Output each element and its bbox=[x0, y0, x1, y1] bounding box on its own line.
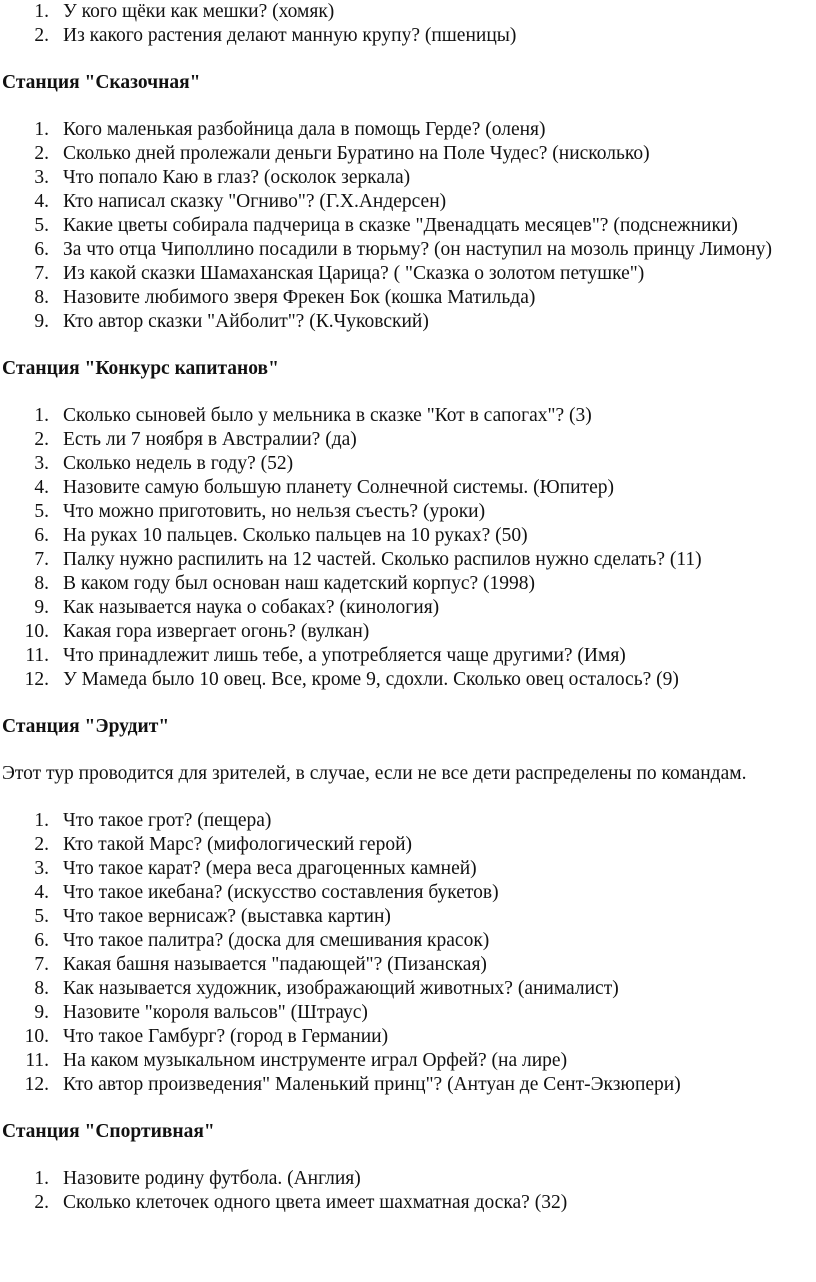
list-item bbox=[0, 452, 816, 476]
item-number: 4. bbox=[34, 477, 49, 498]
item-number: 12. bbox=[24, 1074, 49, 1095]
list-item bbox=[0, 238, 816, 262]
list-item bbox=[0, 548, 816, 572]
item-text: Сколько клеточек одного цвета имеет шахматная доска? (32) bbox=[63, 1192, 568, 1213]
list-item bbox=[0, 262, 816, 286]
item-text: Из какого растения делают манную крупу? (пшеницы) bbox=[63, 25, 517, 46]
item-number: 8. bbox=[34, 573, 49, 594]
section-title-sportivnaya: Станция "Спортивная" bbox=[2, 1121, 215, 1142]
list-item bbox=[0, 857, 816, 881]
list-item bbox=[0, 644, 816, 668]
list-item bbox=[0, 0, 816, 24]
item-number: 1. bbox=[34, 119, 49, 140]
list-item bbox=[0, 404, 816, 428]
list-item bbox=[0, 668, 816, 692]
section-note: Этот тур проводится для зрителей, в случае, если не все дети распределены по командам. bbox=[2, 763, 747, 784]
section-title-erudit: Станция "Эрудит" bbox=[2, 716, 170, 737]
list-item bbox=[0, 881, 816, 905]
item-text: У Мамеда было 10 овец. Все, кроме 9, сдохли. Сколько овец осталось? (9) bbox=[63, 669, 679, 690]
list-item bbox=[0, 428, 816, 452]
list-item bbox=[0, 476, 816, 500]
list-item bbox=[0, 24, 816, 48]
list-item bbox=[0, 1167, 816, 1191]
item-text: Сколько недель в году? (52) bbox=[63, 453, 294, 474]
list-item bbox=[0, 1191, 816, 1215]
item-number: 2. bbox=[34, 1192, 49, 1213]
item-text: Что можно приготовить, но нельзя съесть? (уроки) bbox=[63, 501, 486, 522]
item-text: Что такое палитра? (доска для смешивания красок) bbox=[63, 930, 490, 951]
kapitany-question-list bbox=[0, 404, 816, 692]
list-item bbox=[0, 1049, 816, 1073]
item-text: Какая башня называется "падающей"? (Пизанская) bbox=[63, 954, 487, 975]
item-number: 6. bbox=[34, 930, 49, 951]
list-item bbox=[0, 524, 816, 548]
item-number: 8. bbox=[34, 287, 49, 308]
item-number: 9. bbox=[34, 1002, 49, 1023]
item-text: Как называется наука о собаках? (кинология) bbox=[63, 597, 440, 618]
item-number: 2. bbox=[34, 429, 49, 450]
item-number: 5. bbox=[34, 501, 49, 522]
item-text: Что принадлежит лишь тебе, а употребляется чаще другими? (Имя) bbox=[63, 645, 626, 666]
item-number: 3. bbox=[34, 858, 49, 879]
item-text: Что такое вернисаж? (выставка картин) bbox=[63, 906, 391, 927]
erudit-question-list bbox=[0, 809, 816, 1097]
item-text: На каком музыкальном инструменте играл Орфей? (на лире) bbox=[63, 1050, 568, 1071]
list-item bbox=[0, 1001, 816, 1025]
item-number: 1. bbox=[34, 405, 49, 426]
item-text: Из какой сказки Шамаханская Царица? ( "Сказка о золотом петушке") bbox=[63, 263, 645, 284]
item-text: За что отца Чиполлино посадили в тюрьму? (он наступил на мозоль принцу Лимону) bbox=[63, 239, 772, 260]
list-item bbox=[0, 905, 816, 929]
item-text: Кто такой Марс? (мифологический герой) bbox=[63, 834, 413, 855]
item-number: 6. bbox=[34, 239, 49, 260]
item-number: 7. bbox=[34, 263, 49, 284]
item-number: 2. bbox=[34, 25, 49, 46]
item-number: 11. bbox=[25, 1050, 49, 1071]
section-title-skazochnaya: Станция "Сказочная" bbox=[2, 72, 201, 93]
item-text: Сколько дней пролежали деньги Буратино на Поле Чудес? (нисколько) bbox=[63, 143, 650, 164]
item-number: 12. bbox=[24, 669, 49, 690]
item-text: Кто автор сказки "Айболит"? (К.Чуковский) bbox=[63, 311, 429, 332]
item-text: Назовите любимого зверя Фрекен Бок (кошка Матильда) bbox=[63, 287, 536, 308]
item-number: 7. bbox=[34, 954, 49, 975]
intro-question-list bbox=[0, 0, 816, 48]
item-number: 2. bbox=[34, 143, 49, 164]
item-number: 5. bbox=[34, 906, 49, 927]
list-item bbox=[0, 809, 816, 833]
list-item bbox=[0, 190, 816, 214]
list-item bbox=[0, 500, 816, 524]
item-number: 8. bbox=[34, 978, 49, 999]
item-number: 9. bbox=[34, 597, 49, 618]
item-number: 3. bbox=[34, 167, 49, 188]
list-item bbox=[0, 572, 816, 596]
item-text: Какие цветы собирала падчерица в сказке "Двенадцать месяцев"? (подснежники) bbox=[63, 215, 738, 236]
list-item bbox=[0, 214, 816, 238]
item-text: Какая гора извергает огонь? (вулкан) bbox=[63, 621, 370, 642]
item-number: 6. bbox=[34, 525, 49, 546]
list-item bbox=[0, 596, 816, 620]
item-text: На руках 10 пальцев. Сколько пальцев на 10 руках? (50) bbox=[63, 525, 528, 546]
item-number: 9. bbox=[34, 311, 49, 332]
list-item bbox=[0, 166, 816, 190]
list-item bbox=[0, 118, 816, 142]
item-text: Палку нужно распилить на 12 частей. Сколько распилов нужно сделать? (11) bbox=[63, 549, 702, 570]
item-text: Что такое карат? (мера веса драгоценных камней) bbox=[63, 858, 477, 879]
item-number: 11. bbox=[25, 645, 49, 666]
item-text: Что попало Каю в глаз? (осколок зеркала) bbox=[63, 167, 411, 188]
item-number: 2. bbox=[34, 834, 49, 855]
item-number: 10. bbox=[24, 621, 49, 642]
list-item bbox=[0, 833, 816, 857]
item-text: Кого маленькая разбойница дала в помощь Герде? (оленя) bbox=[63, 119, 546, 140]
item-text: Что такое Гамбург? (город в Германии) bbox=[63, 1026, 389, 1047]
item-text: Назовите "короля вальсов" (Штраус) bbox=[63, 1002, 368, 1023]
list-item bbox=[0, 142, 816, 166]
item-text: Что такое грот? (пещера) bbox=[63, 810, 272, 831]
list-item bbox=[0, 286, 816, 310]
item-number: 4. bbox=[34, 882, 49, 903]
item-text: Назовите самую большую планету Солнечной системы. (Юпитер) bbox=[63, 477, 614, 498]
item-text: Что такое икебана? (искусство составления букетов) bbox=[63, 882, 499, 903]
list-item bbox=[0, 1073, 816, 1097]
item-text: Есть ли 7 ноября в Австралии? (да) bbox=[63, 429, 357, 450]
list-item bbox=[0, 620, 816, 644]
list-item bbox=[0, 310, 816, 334]
item-number: 7. bbox=[34, 549, 49, 570]
list-item bbox=[0, 1025, 816, 1049]
item-text: Кто написал сказку "Огниво"? (Г.Х.Андерсен) bbox=[63, 191, 447, 212]
list-item bbox=[0, 977, 816, 1001]
sportivnaya-question-list bbox=[0, 1167, 816, 1215]
item-text: Кто автор произведения" Маленький принц"? (Антуан де Сент-Экзюпери) bbox=[63, 1074, 681, 1095]
item-number: 1. bbox=[34, 1, 49, 22]
item-number: 5. bbox=[34, 215, 49, 236]
list-item bbox=[0, 953, 816, 977]
item-text: Как называется художник, изображающий животных? (анималист) bbox=[63, 978, 619, 999]
item-number: 1. bbox=[34, 1168, 49, 1189]
item-text: У кого щёки как мешки? (хомяк) bbox=[63, 1, 335, 22]
item-text: В каком году был основан наш кадетский корпус? (1998) bbox=[63, 573, 536, 594]
item-number: 4. bbox=[34, 191, 49, 212]
skazochnaya-question-list bbox=[0, 118, 816, 334]
list-item bbox=[0, 929, 816, 953]
item-number: 1. bbox=[34, 810, 49, 831]
item-number: 10. bbox=[24, 1026, 49, 1047]
item-text: Сколько сыновей было у мельника в сказке "Кот в сапогах"? (3) bbox=[63, 405, 592, 426]
section-title-konkurs-kapitanov: Станция "Конкурс капитанов" bbox=[2, 358, 279, 379]
item-number: 3. bbox=[34, 453, 49, 474]
item-text: Назовите родину футбола. (Англия) bbox=[63, 1168, 361, 1189]
